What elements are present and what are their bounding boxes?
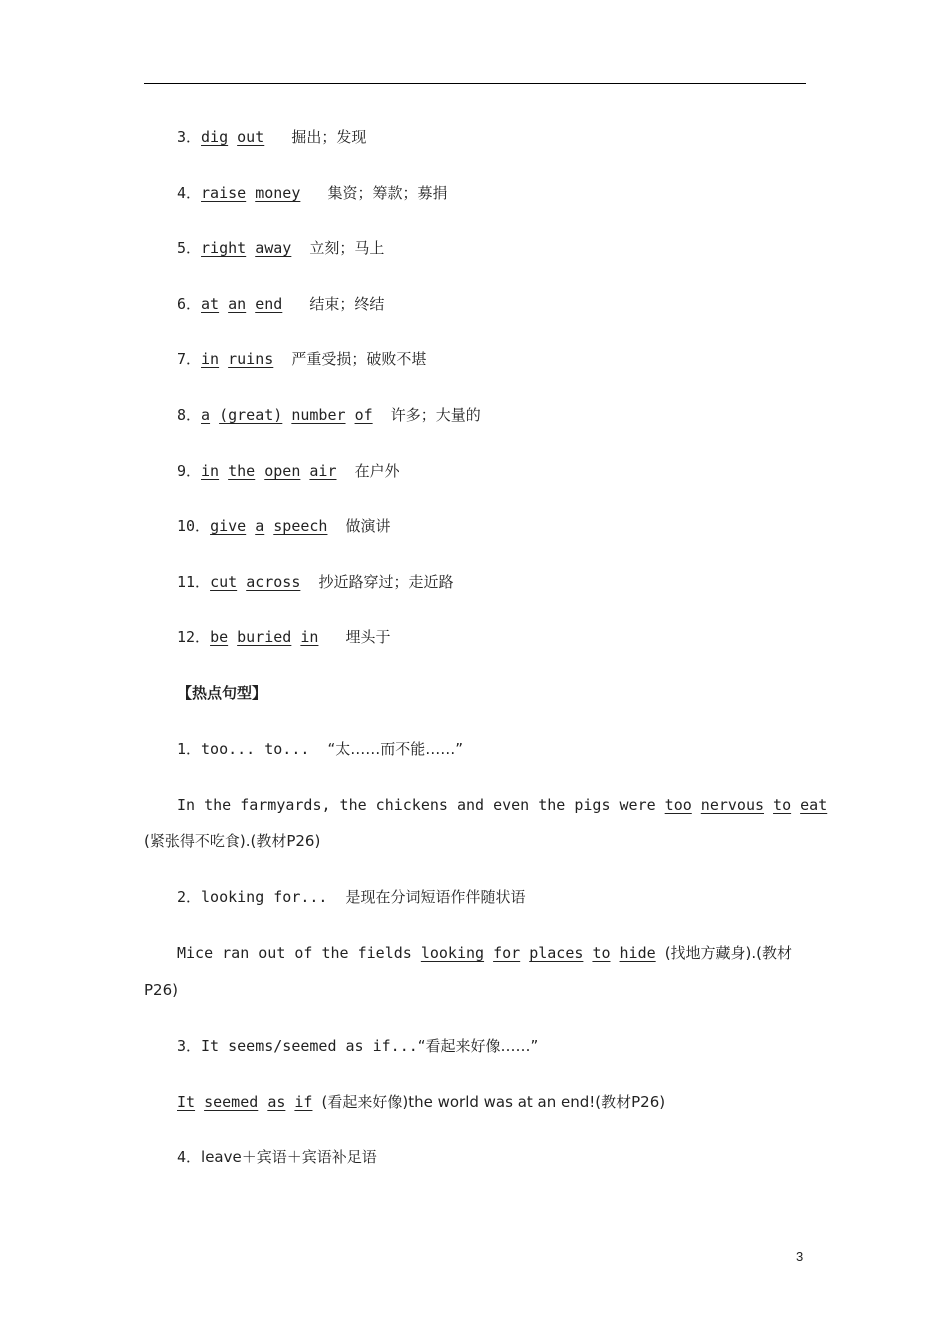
pattern-example-cont: (紧张得不吃食).(教材P26) [144,832,321,850]
phrase-item: 12．be buried in 埋头于 [177,628,391,646]
section-heading: 【热点句型】 [177,684,268,702]
page-number: 3 [796,1249,804,1264]
phrase-item: 7．in ruins 严重受损；破败不堪 [177,350,427,368]
phrase-item: 3．dig out 掘出；发现 [177,128,367,146]
pattern-example: It seemed as if (看起来好像)the world was at an end!(教材P26) [177,1093,666,1111]
phrase-item: 10．give a speech 做演讲 [177,517,391,535]
pattern-example: Mice ran out of the fields looking for places to hide (找地方藏身).(教材 [177,944,793,962]
header-rule [144,83,806,84]
phrase-item: 4．raise money 集资；筹款；募捐 [177,184,448,202]
phrase-item: 11．cut across 抄近路穿过；走近路 [177,573,454,591]
pattern-example: In the farmyards, the chickens and even the pigs were too nervous to eat [177,796,828,814]
phrase-item: 6．at an end 结束；终结 [177,295,385,313]
phrase-item: 9．in the open air 在户外 [177,462,400,480]
pattern-item: 3．It seems/seemed as if...“看起来好像……” [177,1037,539,1055]
pattern-item: 4．leave＋宾语＋宾语补足语 [177,1148,377,1166]
phrase-item: 5．right away 立刻；马上 [177,239,385,257]
pattern-item: 2．looking for... 是现在分词短语作伴随状语 [177,888,526,906]
pattern-example-cont: P26) [144,981,178,999]
pattern-item: 1．too... to... “太……而不能……” [177,740,464,758]
phrase-item: 8．a (great) number of 许多；大量的 [177,406,481,424]
